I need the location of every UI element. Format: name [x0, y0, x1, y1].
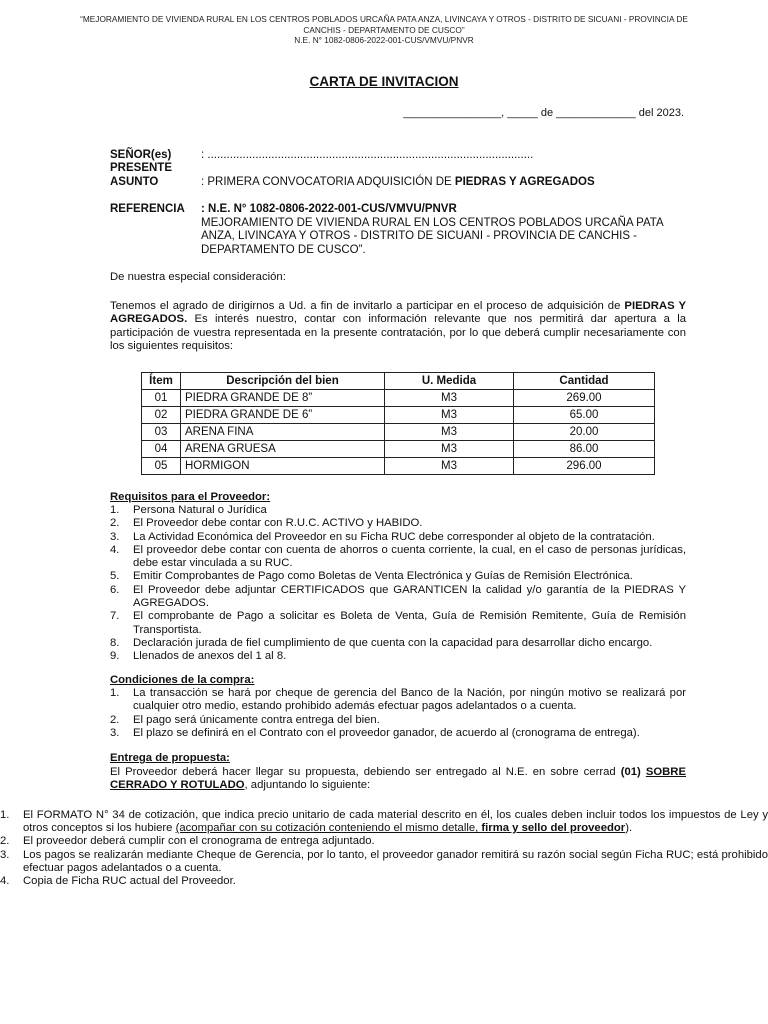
table-header-row [142, 372, 655, 389]
entrega-section [110, 752, 686, 793]
table-row: 02 PIEDRA GRANDE DE 6” M3 65.00 [142, 406, 655, 423]
col-quantity: Cantidad [514, 372, 655, 389]
greeting: De nuestra especial consideración: [110, 271, 286, 283]
referencia-value: : N.E. N° 1082-0806-2022-001-CUS/VMVU/PNVR MEJORAMIENTO DE VIVIENDA RURAL EN LOS CENTROS POBLADOS URCAÑA PATA ANZA, LIVINCAYA Y OTROS - DISTRITO DE SICUANI - PROVINCIA DE CANCHIS - DEPARTAMENTO DE CUSCO”. [201, 203, 768, 257]
senor-value: : ...................................................................................................... [201, 148, 534, 161]
col-description: Descripción del bien [181, 372, 385, 389]
list-item: 3. Los pagos se realizarán mediante Cheque de Gerencia, por lo tanto, el proveedor ganador remitirá su razón social según Ficha RUC; está prohibido efectuar pagos adelantados o a cuenta. [0, 848, 768, 874]
senor-label: SEÑOR(es) [110, 148, 172, 161]
list-item: 7. El comprobante de Pago a solicitar es Boleta de Venta, Guía de Remisión Remitente, Guía de Remisión Transportista. [110, 610, 686, 636]
table-row: 05 HORMIGON M3 296.00 [142, 457, 655, 474]
list-item: 8. Declaración jurada de fiel cumplimiento de que cuenta con la capacidad para desarrollar dicho encargo. [110, 636, 653, 649]
project-name: “MEJORAMIENTO DE VIVIENDA RURAL EN LOS CENTROS POBLADOS URCAÑA PATA ANZA, LIVINCAYA Y OTROS - DISTRITO DE SICUANI - PROVINCIA DE CANCHIS - DEPARTAMENTO DE CUSCO” [80, 14, 688, 35]
list-item: 3. El plazo se definirá en el Contrato con el proveedor ganador, de acuerdo al (cronograma de entrega). [110, 726, 640, 739]
presente-label: PRESENTE [110, 162, 172, 174]
condiciones-heading: Condiciones de la compra: [110, 673, 255, 686]
list-item: 2. El Proveedor debe contar con R.U.C. ACTIVO y HABIDO. [110, 517, 423, 530]
table-row: 04 ARENA GRUESA M3 86.00 [142, 440, 655, 457]
addressee-block [0, 149, 768, 258]
ne-number: N.E. N° 1082-0806-2022-001-CUS/VMVU/PNVR [294, 35, 474, 45]
entrega-list [0, 809, 768, 889]
list-item: 1. El FORMATO N° 34 de cotización, que indica precio unitario de cada material descrito en él, los cuales deben incluir todos los impuestos de Ley y otros conceptos si los hubiere (acompañar con su cotización conteniendo el mismo detalle, firma y sello del proveedor). [0, 808, 768, 835]
table-row: 01 PIEDRA GRANDE DE 8” M3 269.00 [142, 389, 655, 406]
list-item: 3. La Actividad Económica del Proveedor en su Ficha RUC debe corresponder al objeto de la contratación. [110, 530, 655, 543]
referencia-detail: MEJORAMIENTO DE VIVIENDA RURAL EN LOS CENTROS POBLADOS URCAÑA PATA ANZA, LIVINCAYA Y OTROS - DISTRITO DE SICUANI - PROVINCIA DE CANCHIS - DEPARTAMENTO DE CUSCO”. [201, 216, 664, 256]
requisitos-section [110, 491, 686, 664]
entrega-paragraph: El Proveedor deberá hacer llegar su propuesta, debiendo ser entregado al N.E. en sobre cerrad (01) SOBRE CERRADO Y ROTULADO, adjuntando lo siguiente: [110, 765, 686, 792]
intro-paragraph: Tenemos el agrado de dirigirnos a Ud. a fin de invitarlo a participar en el proceso de adquisición de PIEDRAS Y AGREGADOS. Es interés nuestro, contar con información relevante que nos permitirá dar apertura a la participación de vuestra representada en la presente contratación, por lo que deberá cumplir necesariamente con los siguientes requisitos: [110, 299, 686, 352]
asunto-value: : PRIMERA CONVOCATORIA ADQUISICIÓN DE PIEDRAS Y AGREGADOS [201, 175, 595, 188]
list-item: 4. El proveedor debe contar con cuenta de ahorros o cuenta corriente, la cual, en el caso de personas jurídicas, debe estar vinculada a su RUC. [110, 543, 686, 570]
list-item: 1. Persona Natural o Jurídica [110, 504, 267, 516]
list-item: 2. El pago será únicamente contra entrega del bien. [110, 713, 380, 726]
document-header [0, 0, 768, 46]
col-unit: U. Medida [385, 372, 514, 389]
entrega-heading: Entrega de propuesta: [110, 752, 230, 765]
referencia-label: REFERENCIA [110, 203, 185, 215]
table-row: 03 ARENA FINA M3 20.00 [142, 423, 655, 440]
items-table [141, 372, 655, 475]
condiciones-section [110, 674, 686, 741]
requisitos-heading: Requisitos para el Proveedor: [110, 490, 271, 503]
list-item: 4. Copia de Ficha RUC actual del Proveedor. [0, 875, 236, 888]
list-item: 5. Emitir Comprobantes de Pago como Boletas de Venta Electrónica y Guías de Remisión Electrónica. [110, 570, 633, 583]
list-item: 1. La transacción se hará por cheque de gerencia del Banco de la Nación, por ningún motivo se realizará por cualquier otro medio, estando prohibido además efectuar pagos adelantados o a cuenta. [110, 687, 686, 713]
list-item: 9. Llenados de anexos del 1 al 8. [110, 650, 287, 663]
list-item: 6. El Proveedor debe adjuntar CERTIFICADOS que GARANTICEN la calidad y/o garantía de la PIEDRAS Y AGREGADOS. [110, 583, 686, 610]
asunto-label: ASUNTO [110, 175, 159, 188]
document-title: CARTA DE INVITACION [309, 73, 459, 89]
list-item: 2. El proveedor deberá cumplir con el cronograma de entrega adjuntado. [0, 835, 375, 848]
col-item: Ítem [142, 372, 181, 389]
date-line: ________________, _____ de _____________ del 2023. [403, 106, 684, 119]
